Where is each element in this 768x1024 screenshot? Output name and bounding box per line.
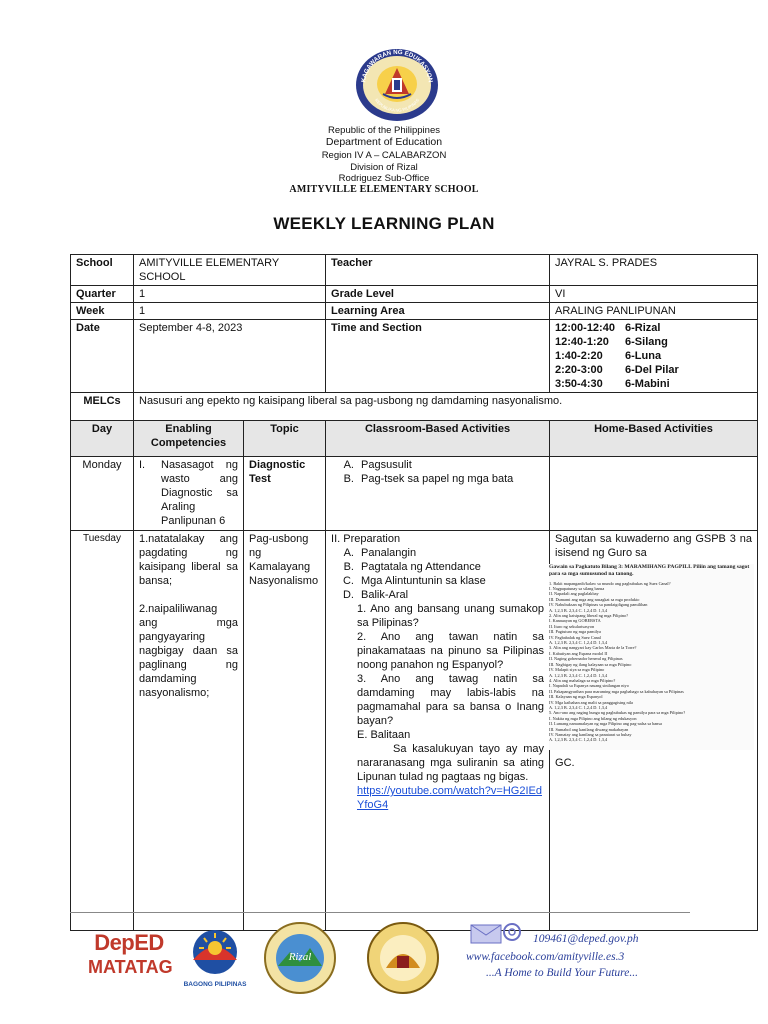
- school-value: AMITYVILLE ELEMENTARY SCHOOL: [134, 255, 326, 286]
- worksheet-line: A. 1,2,3 B. 2,3,4 C. 1,2,4 D. 1,3,4: [549, 640, 608, 646]
- home-instruction-end: GC.: [555, 757, 575, 769]
- worksheet-line: IV. Namatay ang kanilang sa panatarat sa buhay: [549, 731, 632, 737]
- region-line: Region IV A – CALABARZON: [321, 150, 447, 161]
- date-label: Date: [71, 320, 134, 393]
- worksheet-line: 3. Alin ang nangyari kay Carlos Maria de la Torre?: [549, 645, 637, 651]
- area-label: Learning Area: [326, 303, 550, 320]
- schedule-time: 12:00-12:40: [555, 322, 615, 334]
- tuesday-row: [71, 531, 758, 931]
- grade-label: Grade Level: [326, 286, 550, 303]
- area-value: ARALING PANLIPUNAN: [550, 303, 758, 320]
- balik-aral-question: 2. Ano ang tawan natin sa pinakamataas na pinuno sa Pilipinas noong panahon ng Espanyol?: [357, 631, 545, 671]
- tuesday-topic: Pag-usbong ng Kamalayang Nasyonalismo: [244, 531, 326, 931]
- quarter-value: 1: [134, 286, 326, 303]
- deped-wordmark: DepED: [94, 930, 164, 955]
- col-competencies: Enabling Competencies: [134, 421, 244, 457]
- worksheet-line: A. 1,2,3 B. 2,3,4 C. 1,2,4 D. 1,3,4: [549, 704, 608, 710]
- schedule-time: 1:40-2:20: [555, 350, 603, 362]
- schedule-section: 6-Rizal: [625, 322, 661, 334]
- gawain-worksheet: [549, 564, 754, 750]
- schedule-time: 2:20-3:00: [555, 364, 603, 376]
- time-section-label: Time and Section: [326, 320, 550, 393]
- worksheet-line: III. Dumami ang mga ang nasagkat sa mga produkto: [549, 596, 640, 602]
- col-home: Home-Based Activities: [550, 421, 758, 457]
- school-label: School: [71, 255, 134, 286]
- schedule-row: [555, 349, 752, 363]
- page-title: WEEKLY LEARNING PLAN: [273, 214, 495, 233]
- worksheet-line: IV. Pagbabalak ng Suez Canal: [549, 634, 601, 640]
- list-item: A. Panalangin: [357, 546, 544, 560]
- worksheet-line: 5. Ano-ano ang naging bunga ng pagbubukas ng pamilya para sa mga Pilipino?: [549, 710, 686, 716]
- worksheet-line: II. Naging gobernador heneral ng Pilipinas: [549, 656, 623, 662]
- schedule-section: 6-Del Pilar: [625, 364, 679, 376]
- col-day: Day: [71, 421, 134, 457]
- worksheet-title: Gawain sa Pagkatuto Bilang 3: MARAMIHANG PAGPILI. Piliin ang tamang sagot para sa mga sumusunod na tanong.: [549, 564, 750, 577]
- amityville-seal: [366, 922, 440, 994]
- youtube-link[interactable]: https://youtube.com/watch?v=HG2IEdYfoG4: [357, 785, 542, 811]
- republic-line: Republic of the Philippines: [328, 125, 440, 136]
- col-classroom: Classroom-Based Activities: [326, 421, 550, 457]
- worksheet-line: III. Nagbigay ng ilang kalayaan sa mga Pilipino: [549, 661, 632, 667]
- list-item: C. Mga Alintuntunin sa klase: [357, 574, 544, 588]
- deped-seal: [355, 48, 439, 122]
- schedule-section: 6-Mabini: [625, 378, 670, 390]
- tuesday-activities: [326, 531, 550, 931]
- bagong-pilipinas-logo: [178, 924, 252, 990]
- prep-heading: II. Preparation: [331, 533, 401, 545]
- schedule-section: 6-Luna: [625, 350, 662, 362]
- tuesday-home: [550, 531, 758, 931]
- date-row: [71, 320, 758, 393]
- email-icon: [470, 923, 524, 945]
- weekly-learning-plan-table: [70, 254, 758, 931]
- list-item: B. Pagtatala ng Attendance: [357, 560, 544, 574]
- school-name-line: AMITYVILLE ELEMENTARY SCHOOL: [289, 184, 479, 195]
- week-value: 1: [134, 303, 326, 320]
- sun-icon: [185, 924, 245, 976]
- balik-aral-question: 1. Ano ang bansang unang sumakop sa Pilipinas?: [357, 603, 545, 629]
- worksheet-line: A. 1,2,3 B. 2,3,4 C. 1,2,4 D. 1,3,4: [549, 672, 608, 678]
- worksheet-line: I. Kabutiyan ang Espana modol II: [549, 650, 608, 656]
- division-line: Division of Rizal: [350, 162, 418, 173]
- worksheet-line: IV. Malapit siya sa mga Pilipino: [549, 667, 605, 673]
- teacher-label: Teacher: [326, 255, 550, 286]
- schedule-time: 12:40-1:20: [555, 336, 609, 348]
- balitaan-text: Sa kasalukuyan tayo ay may nararanasang mga suliranin sa ating Lipunan tulad ng pagtaas ng bigas.: [357, 743, 545, 783]
- worksheet-line: III. Sumabol ang kanilang diwang makabayan: [549, 726, 629, 732]
- quarter-row: [71, 286, 758, 303]
- worksheet-body: [549, 581, 754, 743]
- list-item: A. Pagsusulit: [357, 458, 544, 472]
- schedule-time: 3:50-4:30: [555, 378, 603, 390]
- worksheet-line: 4. Alin ang mahalaga sa mga Pilipino?: [549, 677, 616, 683]
- schedule-row: [555, 363, 752, 377]
- footer-divider: [70, 912, 690, 913]
- melcs-row: [71, 393, 758, 421]
- date-value: September 4-8, 2023: [134, 320, 326, 393]
- worksheet-line: I. Napadali sa Espanya nasang sinilangan niyo: [549, 683, 629, 689]
- tuesday-competency: [134, 531, 244, 931]
- worksheet-line: III. Kalayaan ng mga Espanyol: [549, 694, 603, 700]
- seal-text-top: KAGAWARAN NG EDUKASYON: [360, 48, 434, 83]
- monday-comp-num: I.: [139, 459, 146, 471]
- week-row: [71, 303, 758, 320]
- rizal-seal: [264, 922, 336, 994]
- worksheet-line: II. Napadali ang paglalakbay: [549, 591, 599, 597]
- worksheet-line: 2. Alin ang kaisipang liberal ng mga Pilipino?: [549, 613, 629, 619]
- facebook-link[interactable]: www.facebook.com/amityville.es.3: [466, 951, 625, 963]
- worksheet-line: 1. Bakit mapanganib/kalaw sa mundo ang pagbubukas ng Suez Canal?: [549, 580, 671, 586]
- schedule-row: [555, 335, 752, 349]
- school-tagline: ...A Home to Build Your Future...: [486, 967, 638, 979]
- bagong-pilipinas-text: BAGONG PILIPINAS: [183, 981, 247, 988]
- worksheet-line: II. Pakapangyarihan para maraming mga pagbabago sa kabuhayan sa Pilipinas: [549, 688, 684, 694]
- monday-day: Monday: [71, 457, 134, 531]
- school-row: [71, 255, 758, 286]
- rizal-seal-text: Rizal: [288, 951, 312, 963]
- schedule-row: [555, 377, 752, 391]
- schedule-section: 6-Silang: [625, 336, 668, 348]
- melcs-label: MELCs: [71, 393, 134, 421]
- worksheet-line: A. 1,2,3 B. 2,3,4 C. 1,2,4 D. 1,3,4: [549, 737, 608, 743]
- department-line: Department of Education: [325, 136, 443, 148]
- monday-row: [71, 457, 758, 531]
- worksheet-line: I. Nagpapatunay sa silang bansa: [549, 586, 605, 591]
- quarter-label: Quarter: [71, 286, 134, 303]
- worksheet-line: IV. Nabubuksan ng Pilipinas sa pandaigdigang pamilihan: [549, 602, 648, 608]
- melcs-value: Nasusuri ang epekto ng kaisipang liberal sa pag-usbong ng damdaming nasyonalismo.: [134, 393, 758, 421]
- schedule-cell: [550, 320, 758, 393]
- col-topic: Topic: [244, 421, 326, 457]
- monday-activities: [326, 457, 550, 531]
- worksheet-line: II. Lumang namamalayan ng mga Pilipino ang pag-aalsa sa bansa: [549, 721, 662, 727]
- worksheet-line: IV. Mga kaibahan ang malit sa panggagising nila: [549, 699, 633, 705]
- seal-text-bottom: REPUBLIKA NG PILIPINAS: [373, 97, 421, 113]
- list-item: B. Pag-tsek sa papel ng mga bata: [357, 472, 544, 486]
- deped-matatag-logo: [88, 930, 173, 990]
- monday-home: [550, 457, 758, 531]
- tuesday-comp-1: 1.natatalakay ang pagdating ng kaisipang liberal sa bansa;: [139, 533, 238, 587]
- tuesday-day: Tuesday: [71, 531, 134, 931]
- worksheet-line: A. 1,2,3 B. 2,3,4 C. 1,2,4 D. 1,3,4: [549, 607, 608, 613]
- tuesday-comp-2: 2.naipaliliwanag ang mga pangyayaring nagbigay daan sa paglinang ng damdaming nasyonalismo;: [139, 603, 238, 699]
- worksheet-line: III. Pagtuturo ng mga pamilya: [549, 629, 601, 635]
- worksheet-line: I. Nakita ng mga Pilipino ang bilang ng edukasyon: [549, 715, 637, 721]
- balitaan-heading: E. Balitaan: [357, 729, 411, 741]
- teacher-value: JAYRAL S. PRADES: [550, 255, 758, 286]
- home-instruction: Sagutan sa kuwaderno ang GSPB 3 na isisend ng Guro sa: [555, 533, 753, 559]
- worksheet-line: II. Ituro ng sekularisasyon: [549, 623, 595, 629]
- monday-comp-text: Nasasagot ng wasto ang Diagnostic sa Araling Panlipunan 6: [161, 459, 238, 527]
- balik-aral-question: 3. Ano ang tawag natin sa damdaming may labis-labis na pagmamahal para sa bansa o Inang bayan?: [357, 673, 545, 727]
- grade-value: VI: [550, 286, 758, 303]
- suboffice-line: Rodriguez Sub-Office: [338, 173, 430, 184]
- schedule-row: [555, 321, 752, 335]
- week-label: Week: [71, 303, 134, 320]
- email-link[interactable]: 109461@deped.gov.ph: [533, 933, 639, 945]
- monday-topic: Diagnostic Test: [244, 457, 326, 531]
- list-item: D. Balik-Aral: [357, 588, 544, 602]
- matatag-wordmark: MATATAG: [88, 957, 173, 977]
- column-header-row: [71, 421, 758, 457]
- monday-competency: [134, 457, 244, 531]
- worksheet-line: I. Kanauayan ng GOBERSTA: [549, 618, 601, 624]
